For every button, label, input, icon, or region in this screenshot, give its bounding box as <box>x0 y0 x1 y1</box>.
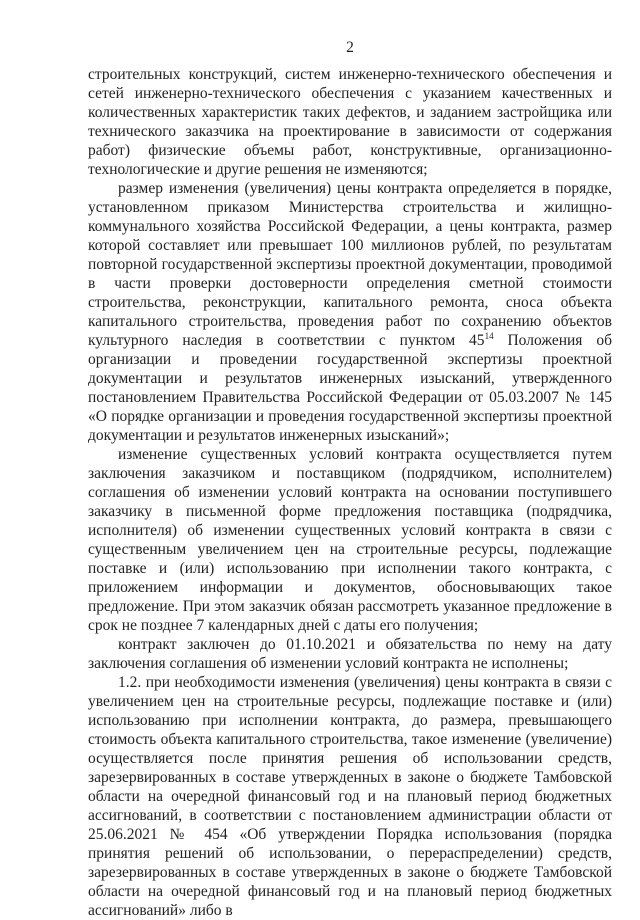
paragraph-2-text: размер изменения (увеличения) цены контракта определяется в порядке, установленном приказом Министерства строительства и жилищно-коммунального хозяйства Российской Федерации, а цены контракта, размер которой составляет или превышает 100 миллионов рублей, по результатам повторной государственной экспертизы проектной документации, проводимой в части проверки достоверности определения сметной стоимости строительства, реконструкции, капитального ремонта, сноса объекта капитального строительства, проведения работ по сохранению объектов культурного наследия в соответствии с пунктом 45 <box>88 180 612 349</box>
paragraph-1: строительных конструкций, систем инженерно-технического обеспечения и сетей инженерно-технического обеспечения с указанием качественных и количественных характеристик таких дефектов, и заданием застройщика или технического заказчика на проектирование в зависимости от содержания работ) физические объемы работ, конструктивные, организационно-технологические и другие решения не изменяются; <box>88 66 612 178</box>
paragraph-5: 1.2. при необходимости изменения (увеличения) цены контракта в связи с увеличением цен на строительные ресурсы, подлежащие поставке и (или) использованию при исполнении контракта, до размера, превышающего стоимость объекта капитального строительства, такое изменение (увеличение) осуществляется после принятия решения об использовании средств, зарезервированных в составе утвержденных в законе о бюджете Тамбовской области на очередной финансовый год и на плановый период бюджетных ассигнований, в соответствии с постановлением администрации области от 25.06.2021 № 454 «Об утверждении Порядка использования (порядка принятия решений об использовании, о перераспределении) средств, зарезервированных в составе утвержденных в законе о бюджете Тамбовской области на очередной финансовый год и на плановый период бюджетных ассигнований» либо в <box>88 674 612 919</box>
document-page <box>88 38 612 920</box>
paragraph-2-text-after: Положения об организации и проведении государственной экспертизы проектной документации и результатов инженерных изысканий, утвержденного постановлением Правительства Российской Федерации от 05.03.2007 № 145 «О порядке организации и проведения государственной экспертизы проектной документации и результатов инженерных изысканий»; <box>88 332 612 444</box>
paragraph-2 <box>88 179 612 445</box>
paragraph-4: контракт заключен до 01.10.2021 и обязательства по нему на дату заключения соглашения об изменении условий контракта не исполнены; <box>88 636 612 672</box>
paragraph-3: изменение существенных условий контракта осуществляется путем заключения заказчиком и поставщиком (подрядчиком, исполнителем) соглашения об изменении условий контракта на основании поступившего заказчику в письменной форме предложения поставщика (подрядчика, исполнителя) об изменении существенных условий контракта в связи с существенным увеличением цен на строительные ресурсы, подлежащие поставке и (или) использованию при исполнении такого контракта, с приложением информации и документов, обосновывающих такое предложение. При этом заказчик обязан рассмотреть указанное предложение в срок не позднее 7 календарных дней с даты его получения; <box>88 446 612 634</box>
footnote-superscript: 14 <box>484 331 494 341</box>
page-number: 2 <box>346 39 354 56</box>
